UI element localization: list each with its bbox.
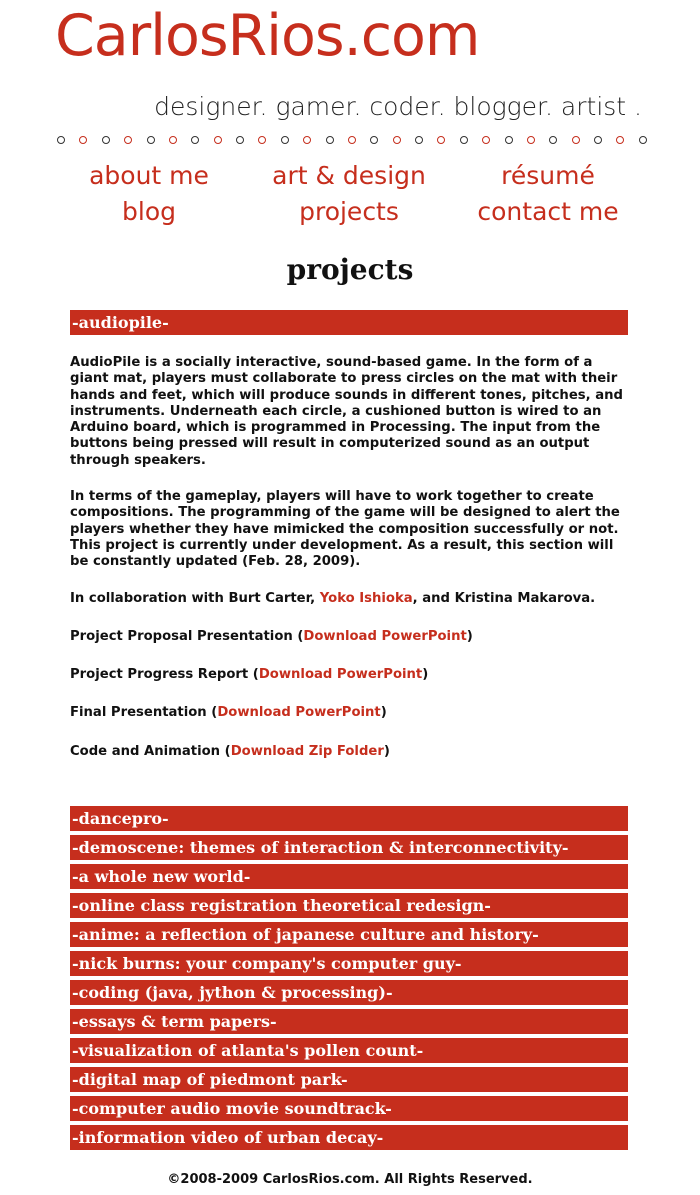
divider-dot [639,136,647,144]
nav-blog[interactable]: blog [122,197,176,226]
divider-dot [326,136,334,144]
download-row: Code and Animation (Download Zip Folder) [70,743,390,759]
divider-dot [437,136,445,144]
project-header-audiopile[interactable]: -audiopile- [70,310,628,335]
divider-dot [527,136,535,144]
divider-dot [57,136,65,144]
nav-about-me[interactable]: about me [89,161,209,190]
nav-column-1 [49,158,249,230]
project-gameplay: In terms of the gameplay, players will have to work together to create compositions. The programming of the game will be designed to alert the players whether they have mimicked the composition successfully or not. This project is currently under development. As a result, this section will be constantly updated (Feb. 28, 2009). [70,489,620,570]
nav-projects[interactable]: projects [299,197,399,226]
download-row: Project Proposal Presentation (Download PowerPoint) [70,628,473,644]
divider-dot [124,136,132,144]
divider-dot [102,136,110,144]
collaboration-line: In collaboration with Burt Carter, Yoko Ishioka, and Kristina Makarova. [70,590,596,606]
project-header[interactable]: -demoscene: themes of interaction & interconnectivity- [70,835,628,860]
download-row: Project Progress Report (Download PowerPoint) [70,667,429,683]
divider-dot [191,136,199,144]
project-header[interactable]: -coding (java, jython & processing)- [70,980,628,1005]
divider-dot [258,136,266,144]
dot-divider [57,136,647,144]
project-header[interactable]: -essays & term papers- [70,1009,628,1034]
project-header[interactable]: -a whole new world- [70,864,628,889]
divider-dot [549,136,557,144]
divider-dot [169,136,177,144]
nav-column-2 [249,158,449,230]
footer-copyright: ©2008-2009 CarlosRios.com. All Rights Reserved. [167,1172,533,1187]
project-header[interactable]: -computer audio movie soundtrack- [70,1096,628,1121]
project-header[interactable]: -dancepro- [70,806,628,831]
divider-dot [572,136,580,144]
project-header[interactable]: -digital map of piedmont park- [70,1067,628,1092]
download-row: Final Presentation (Download PowerPoint) [70,705,387,721]
download-link[interactable]: Download PowerPoint [217,705,381,721]
project-content [70,355,630,782]
divider-dot [236,136,244,144]
divider-dot [147,136,155,144]
project-description: AudioPile is a socially interactive, sound-based game. In the form of a giant mat, players must collaborate to press circles on the mat with their hands and feet, which will produce sounds in different tones, pitches, and instruments. Underneath each circle, a cushioned button is wired to an Arduino board, which is programmed in Processing. The input from the buttons being pressed will result in computerized sound as an output through speakers. [70,355,623,468]
site-tagline: designer. gamer. coder. blogger. artist . [154,92,642,121]
project-header[interactable]: -anime: a reflection of japanese culture and history- [70,922,628,947]
divider-dot [482,136,490,144]
divider-dot [370,136,378,144]
divider-dot [415,136,423,144]
divider-dot [460,136,468,144]
project-header[interactable]: -visualization of atlanta's pollen count- [70,1038,628,1063]
nav-contact-me[interactable]: contact me [477,197,619,226]
project-header[interactable]: -nick burns: your company's computer guy- [70,951,628,976]
download-link[interactable]: Download Zip Folder [230,743,384,759]
collaborator-link[interactable]: Yoko Ishioka [319,590,413,606]
divider-dot [348,136,356,144]
divider-dot [281,136,289,144]
nav-resume[interactable]: résumé [501,161,595,190]
divider-dot [214,136,222,144]
divider-dot [505,136,513,144]
download-link[interactable]: Download PowerPoint [303,628,467,644]
divider-dot [594,136,602,144]
page-title: projects [286,253,414,286]
project-header[interactable]: -online class registration theoretical redesign- [70,893,628,918]
download-link[interactable]: Download PowerPoint [258,667,423,683]
divider-dot [616,136,624,144]
nav-art-design[interactable]: art & design [272,161,426,190]
divider-dot [79,136,87,144]
nav-column-3 [448,158,648,230]
divider-dot [303,136,311,144]
site-logo[interactable]: CarlosRios.com [55,3,480,69]
divider-dot [393,136,401,144]
project-header[interactable]: -information video of urban decay- [70,1125,628,1150]
